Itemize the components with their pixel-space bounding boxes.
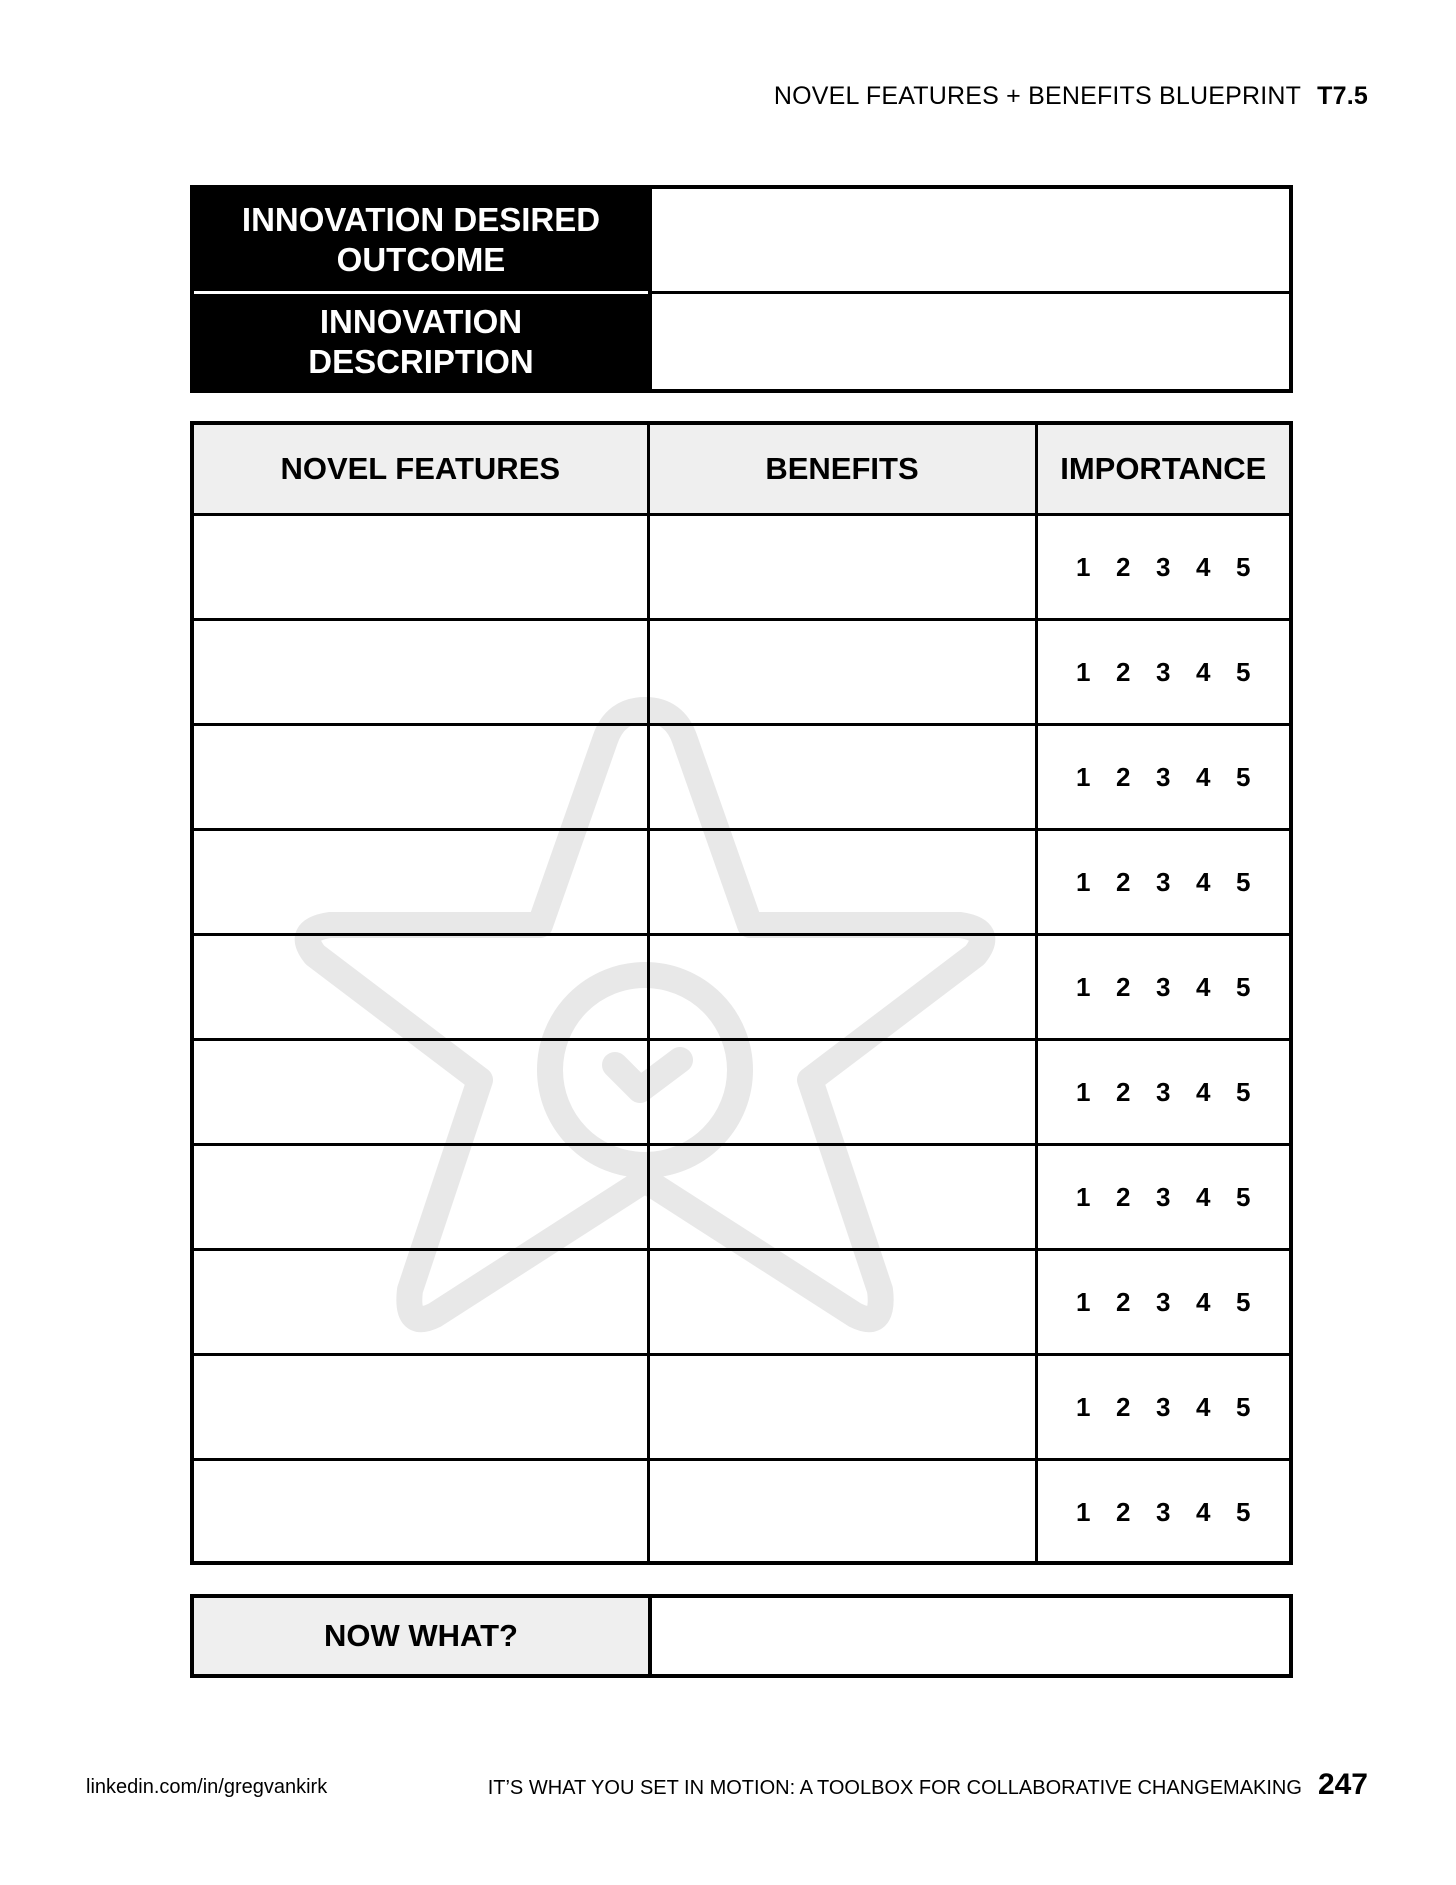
importance-option[interactable]: 4 bbox=[1196, 1391, 1211, 1422]
importance-option[interactable]: 1 bbox=[1076, 1496, 1091, 1527]
importance-scale bbox=[1038, 972, 1290, 1003]
importance-scale bbox=[1038, 1497, 1290, 1528]
importance-option[interactable]: 5 bbox=[1236, 1391, 1251, 1422]
importance-option[interactable]: 2 bbox=[1116, 1286, 1131, 1317]
importance-option[interactable]: 4 bbox=[1196, 971, 1211, 1002]
benefit-cell[interactable] bbox=[648, 1040, 1036, 1145]
features-table-box bbox=[190, 421, 1293, 1565]
description-row bbox=[194, 294, 1289, 389]
importance-option[interactable]: 2 bbox=[1116, 656, 1131, 687]
table-row bbox=[194, 1040, 1289, 1145]
table-row bbox=[194, 1145, 1289, 1250]
table-row bbox=[194, 1355, 1289, 1460]
importance-option[interactable]: 3 bbox=[1156, 551, 1171, 582]
importance-option[interactable]: 1 bbox=[1076, 1286, 1091, 1317]
importance-cell bbox=[1036, 1040, 1289, 1145]
benefit-cell[interactable] bbox=[648, 620, 1036, 725]
importance-option[interactable]: 2 bbox=[1116, 761, 1131, 792]
table-header-row bbox=[194, 425, 1289, 515]
importance-option[interactable]: 1 bbox=[1076, 866, 1091, 897]
importance-option[interactable]: 3 bbox=[1156, 761, 1171, 792]
importance-option[interactable]: 3 bbox=[1156, 1496, 1171, 1527]
importance-option[interactable]: 1 bbox=[1076, 1391, 1091, 1422]
table-row bbox=[194, 515, 1289, 620]
importance-scale bbox=[1038, 1182, 1290, 1213]
importance-option[interactable]: 1 bbox=[1076, 1181, 1091, 1212]
benefit-cell[interactable] bbox=[648, 935, 1036, 1040]
importance-option[interactable]: 1 bbox=[1076, 971, 1091, 1002]
importance-option[interactable]: 2 bbox=[1116, 1076, 1131, 1107]
importance-cell bbox=[1036, 1355, 1289, 1460]
novel-feature-cell[interactable] bbox=[194, 725, 648, 830]
table-row bbox=[194, 620, 1289, 725]
importance-option[interactable]: 4 bbox=[1196, 656, 1211, 687]
page-number: 247 bbox=[1317, 1768, 1368, 1801]
importance-option[interactable]: 2 bbox=[1116, 866, 1131, 897]
importance-option[interactable]: 5 bbox=[1236, 761, 1251, 792]
importance-scale bbox=[1038, 552, 1290, 583]
importance-option[interactable]: 4 bbox=[1196, 1181, 1211, 1212]
importance-option[interactable]: 2 bbox=[1116, 551, 1131, 582]
importance-option[interactable]: 5 bbox=[1236, 1076, 1251, 1107]
importance-scale bbox=[1038, 657, 1290, 688]
importance-option[interactable]: 5 bbox=[1236, 1181, 1251, 1212]
worksheet-code: T7.5 bbox=[1317, 82, 1368, 110]
novel-feature-cell[interactable] bbox=[194, 620, 648, 725]
page-footer bbox=[488, 1768, 1368, 1802]
importance-cell bbox=[1036, 1250, 1289, 1355]
description-field[interactable] bbox=[648, 294, 1289, 389]
importance-option[interactable]: 3 bbox=[1156, 656, 1171, 687]
table-row bbox=[194, 1250, 1289, 1355]
now-what-label: NOW WHAT? bbox=[194, 1598, 652, 1674]
importance-option[interactable]: 4 bbox=[1196, 1286, 1211, 1317]
importance-option[interactable]: 1 bbox=[1076, 656, 1091, 687]
worksheet-title: NOVEL FEATURES + BENEFITS BLUEPRINT bbox=[773, 82, 1302, 110]
importance-scale bbox=[1038, 1392, 1290, 1423]
novel-feature-cell[interactable] bbox=[194, 1040, 648, 1145]
importance-scale bbox=[1038, 762, 1290, 793]
desired-outcome-row bbox=[194, 189, 1289, 294]
benefits-header: BENEFITS bbox=[648, 425, 1036, 515]
benefit-cell[interactable] bbox=[648, 830, 1036, 935]
importance-option[interactable]: 2 bbox=[1116, 971, 1131, 1002]
benefit-cell[interactable] bbox=[648, 1355, 1036, 1460]
benefit-cell[interactable] bbox=[648, 1145, 1036, 1250]
importance-option[interactable]: 5 bbox=[1236, 866, 1251, 897]
importance-option[interactable]: 5 bbox=[1236, 1286, 1251, 1317]
importance-option[interactable]: 2 bbox=[1116, 1496, 1131, 1527]
desired-outcome-label: INNOVATION DESIRED OUTCOME bbox=[194, 189, 648, 294]
novel-feature-cell[interactable] bbox=[194, 1250, 648, 1355]
desired-outcome-field[interactable] bbox=[648, 189, 1289, 291]
importance-option[interactable]: 5 bbox=[1236, 551, 1251, 582]
importance-cell bbox=[1036, 1145, 1289, 1250]
importance-option[interactable]: 4 bbox=[1196, 761, 1211, 792]
novel-feature-cell[interactable] bbox=[194, 935, 648, 1040]
novel-feature-cell[interactable] bbox=[194, 515, 648, 620]
importance-option[interactable]: 5 bbox=[1236, 971, 1251, 1002]
importance-option[interactable]: 3 bbox=[1156, 971, 1171, 1002]
table-row bbox=[194, 935, 1289, 1040]
novel-feature-cell[interactable] bbox=[194, 1460, 648, 1564]
features-table bbox=[194, 425, 1289, 1563]
importance-option[interactable]: 5 bbox=[1236, 656, 1251, 687]
importance-cell bbox=[1036, 725, 1289, 830]
book-title: IT’S WHAT YOU SET IN MOTION: A TOOLBOX FOR COLLABORATIVE CHANGEMAKING bbox=[487, 1777, 1302, 1799]
innovation-info-box bbox=[190, 185, 1293, 393]
novel-feature-cell[interactable] bbox=[194, 1145, 648, 1250]
importance-option[interactable]: 1 bbox=[1076, 551, 1091, 582]
benefit-cell[interactable] bbox=[648, 725, 1036, 830]
benefit-cell[interactable] bbox=[648, 1460, 1036, 1564]
importance-option[interactable]: 4 bbox=[1196, 551, 1211, 582]
importance-cell bbox=[1036, 620, 1289, 725]
novel-feature-cell[interactable] bbox=[194, 830, 648, 935]
page-header bbox=[774, 82, 1368, 111]
novel-feature-cell[interactable] bbox=[194, 1355, 648, 1460]
importance-header: IMPORTANCE bbox=[1036, 425, 1289, 515]
importance-option[interactable]: 2 bbox=[1116, 1181, 1131, 1212]
importance-option[interactable]: 4 bbox=[1196, 1076, 1211, 1107]
importance-option[interactable]: 5 bbox=[1236, 1496, 1251, 1527]
now-what-box bbox=[190, 1594, 1293, 1678]
table-row bbox=[194, 830, 1289, 935]
importance-cell bbox=[1036, 830, 1289, 935]
importance-scale bbox=[1038, 1077, 1290, 1108]
importance-option[interactable]: 1 bbox=[1076, 761, 1091, 792]
importance-option[interactable]: 3 bbox=[1156, 1076, 1171, 1107]
importance-option[interactable]: 2 bbox=[1116, 1391, 1131, 1422]
importance-option[interactable]: 1 bbox=[1076, 1076, 1091, 1107]
importance-option[interactable]: 4 bbox=[1196, 866, 1211, 897]
importance-option[interactable]: 3 bbox=[1156, 1391, 1171, 1422]
importance-cell bbox=[1036, 935, 1289, 1040]
importance-cell bbox=[1036, 515, 1289, 620]
description-label: INNOVATION DESCRIPTION bbox=[194, 294, 648, 389]
importance-option[interactable]: 3 bbox=[1156, 866, 1171, 897]
benefit-cell[interactable] bbox=[648, 1250, 1036, 1355]
importance-option[interactable]: 3 bbox=[1156, 1286, 1171, 1317]
importance-cell bbox=[1036, 1460, 1289, 1564]
footer-link[interactable]: linkedin.com/in/gregvankirk bbox=[86, 1776, 328, 1798]
table-row bbox=[194, 725, 1289, 830]
importance-option[interactable]: 4 bbox=[1196, 1496, 1211, 1527]
importance-option[interactable]: 3 bbox=[1156, 1181, 1171, 1212]
benefit-cell[interactable] bbox=[648, 515, 1036, 620]
table-row bbox=[194, 1460, 1289, 1564]
now-what-field[interactable] bbox=[652, 1598, 1289, 1674]
importance-scale bbox=[1038, 867, 1290, 898]
novel-features-header: NOVEL FEATURES bbox=[194, 425, 648, 515]
importance-scale bbox=[1038, 1287, 1290, 1318]
